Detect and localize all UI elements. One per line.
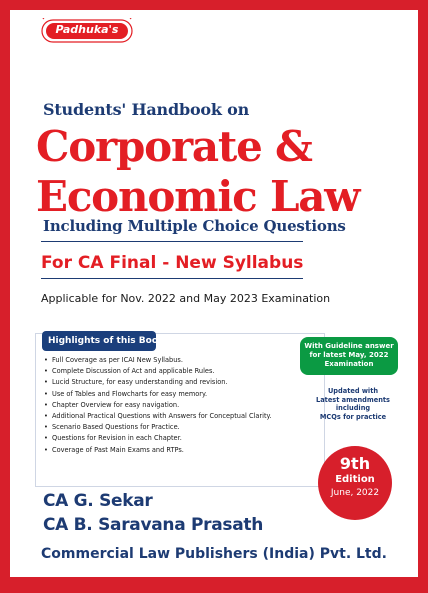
edition-label: Edition — [335, 474, 375, 485]
book-subtitle: Including Multiple Choice Questions — [43, 217, 346, 235]
bottom-red-strip — [0, 577, 428, 593]
updated-line: Updated with — [327, 387, 379, 395]
highlights-header: Highlights of this Book: — [42, 331, 156, 351]
highlight-item: • Coverage of Past Main Exams and RTPs. — [44, 445, 272, 456]
highlight-item: • Additional Practical Questions with Answers for Conceptual Clarity. — [44, 411, 272, 422]
edition-number: 9th — [339, 454, 371, 473]
highlight-item: • Complete Discussion of Act and applicable Rules. — [44, 366, 272, 377]
publisher-name: Commercial Law Publishers (India) Pvt. Ltd. — [41, 546, 387, 562]
author-2: CA B. Saravana Prasath — [43, 515, 264, 535]
highlight-item: • Lucid Structure, for easy understanding and revision. — [44, 377, 272, 388]
highlight-item: • Scenario Based Questions for Practice. — [44, 422, 272, 433]
edition-badge — [318, 446, 392, 520]
guideline-line: With Guideline answer — [304, 342, 394, 350]
course-label: For CA Final - New Syllabus — [41, 253, 304, 273]
book-pretitle: Students' Handbook on — [43, 100, 250, 119]
highlight-item: • Chapter Overview for easy navigation. — [44, 400, 272, 411]
edition-date: June, 2022 — [330, 488, 380, 498]
highlight-item: • Use of Tables and Flowcharts for easy memory. — [44, 389, 272, 400]
highlight-item: • Questions for Revision in each Chapter. — [44, 433, 272, 444]
guideline-line: for latest May, 2022 — [309, 351, 389, 359]
publisher-logo — [40, 18, 134, 48]
divider-top — [41, 241, 303, 242]
logo-text: Padhuka's — [55, 23, 119, 36]
updated-line: MCQs for practice — [319, 412, 387, 421]
highlight-item: • Full Coverage as per ICAI New Syllabus. — [44, 355, 272, 366]
guideline-answer-badge — [300, 337, 398, 375]
author-1: CA G. Sekar — [43, 491, 153, 511]
updated-note — [305, 387, 401, 421]
book-title-line-1: Corporate & — [36, 122, 312, 171]
divider-bottom — [41, 278, 303, 279]
highlights-list — [44, 355, 272, 456]
guideline-line: Examination — [324, 360, 374, 368]
book-title-line-2: Economic Law — [36, 172, 360, 221]
updated-line: Latest amendments including — [316, 395, 390, 412]
applicable-exams: Applicable for Nov. 2022 and May 2023 Examination — [41, 292, 331, 305]
highlights-box — [35, 333, 325, 487]
